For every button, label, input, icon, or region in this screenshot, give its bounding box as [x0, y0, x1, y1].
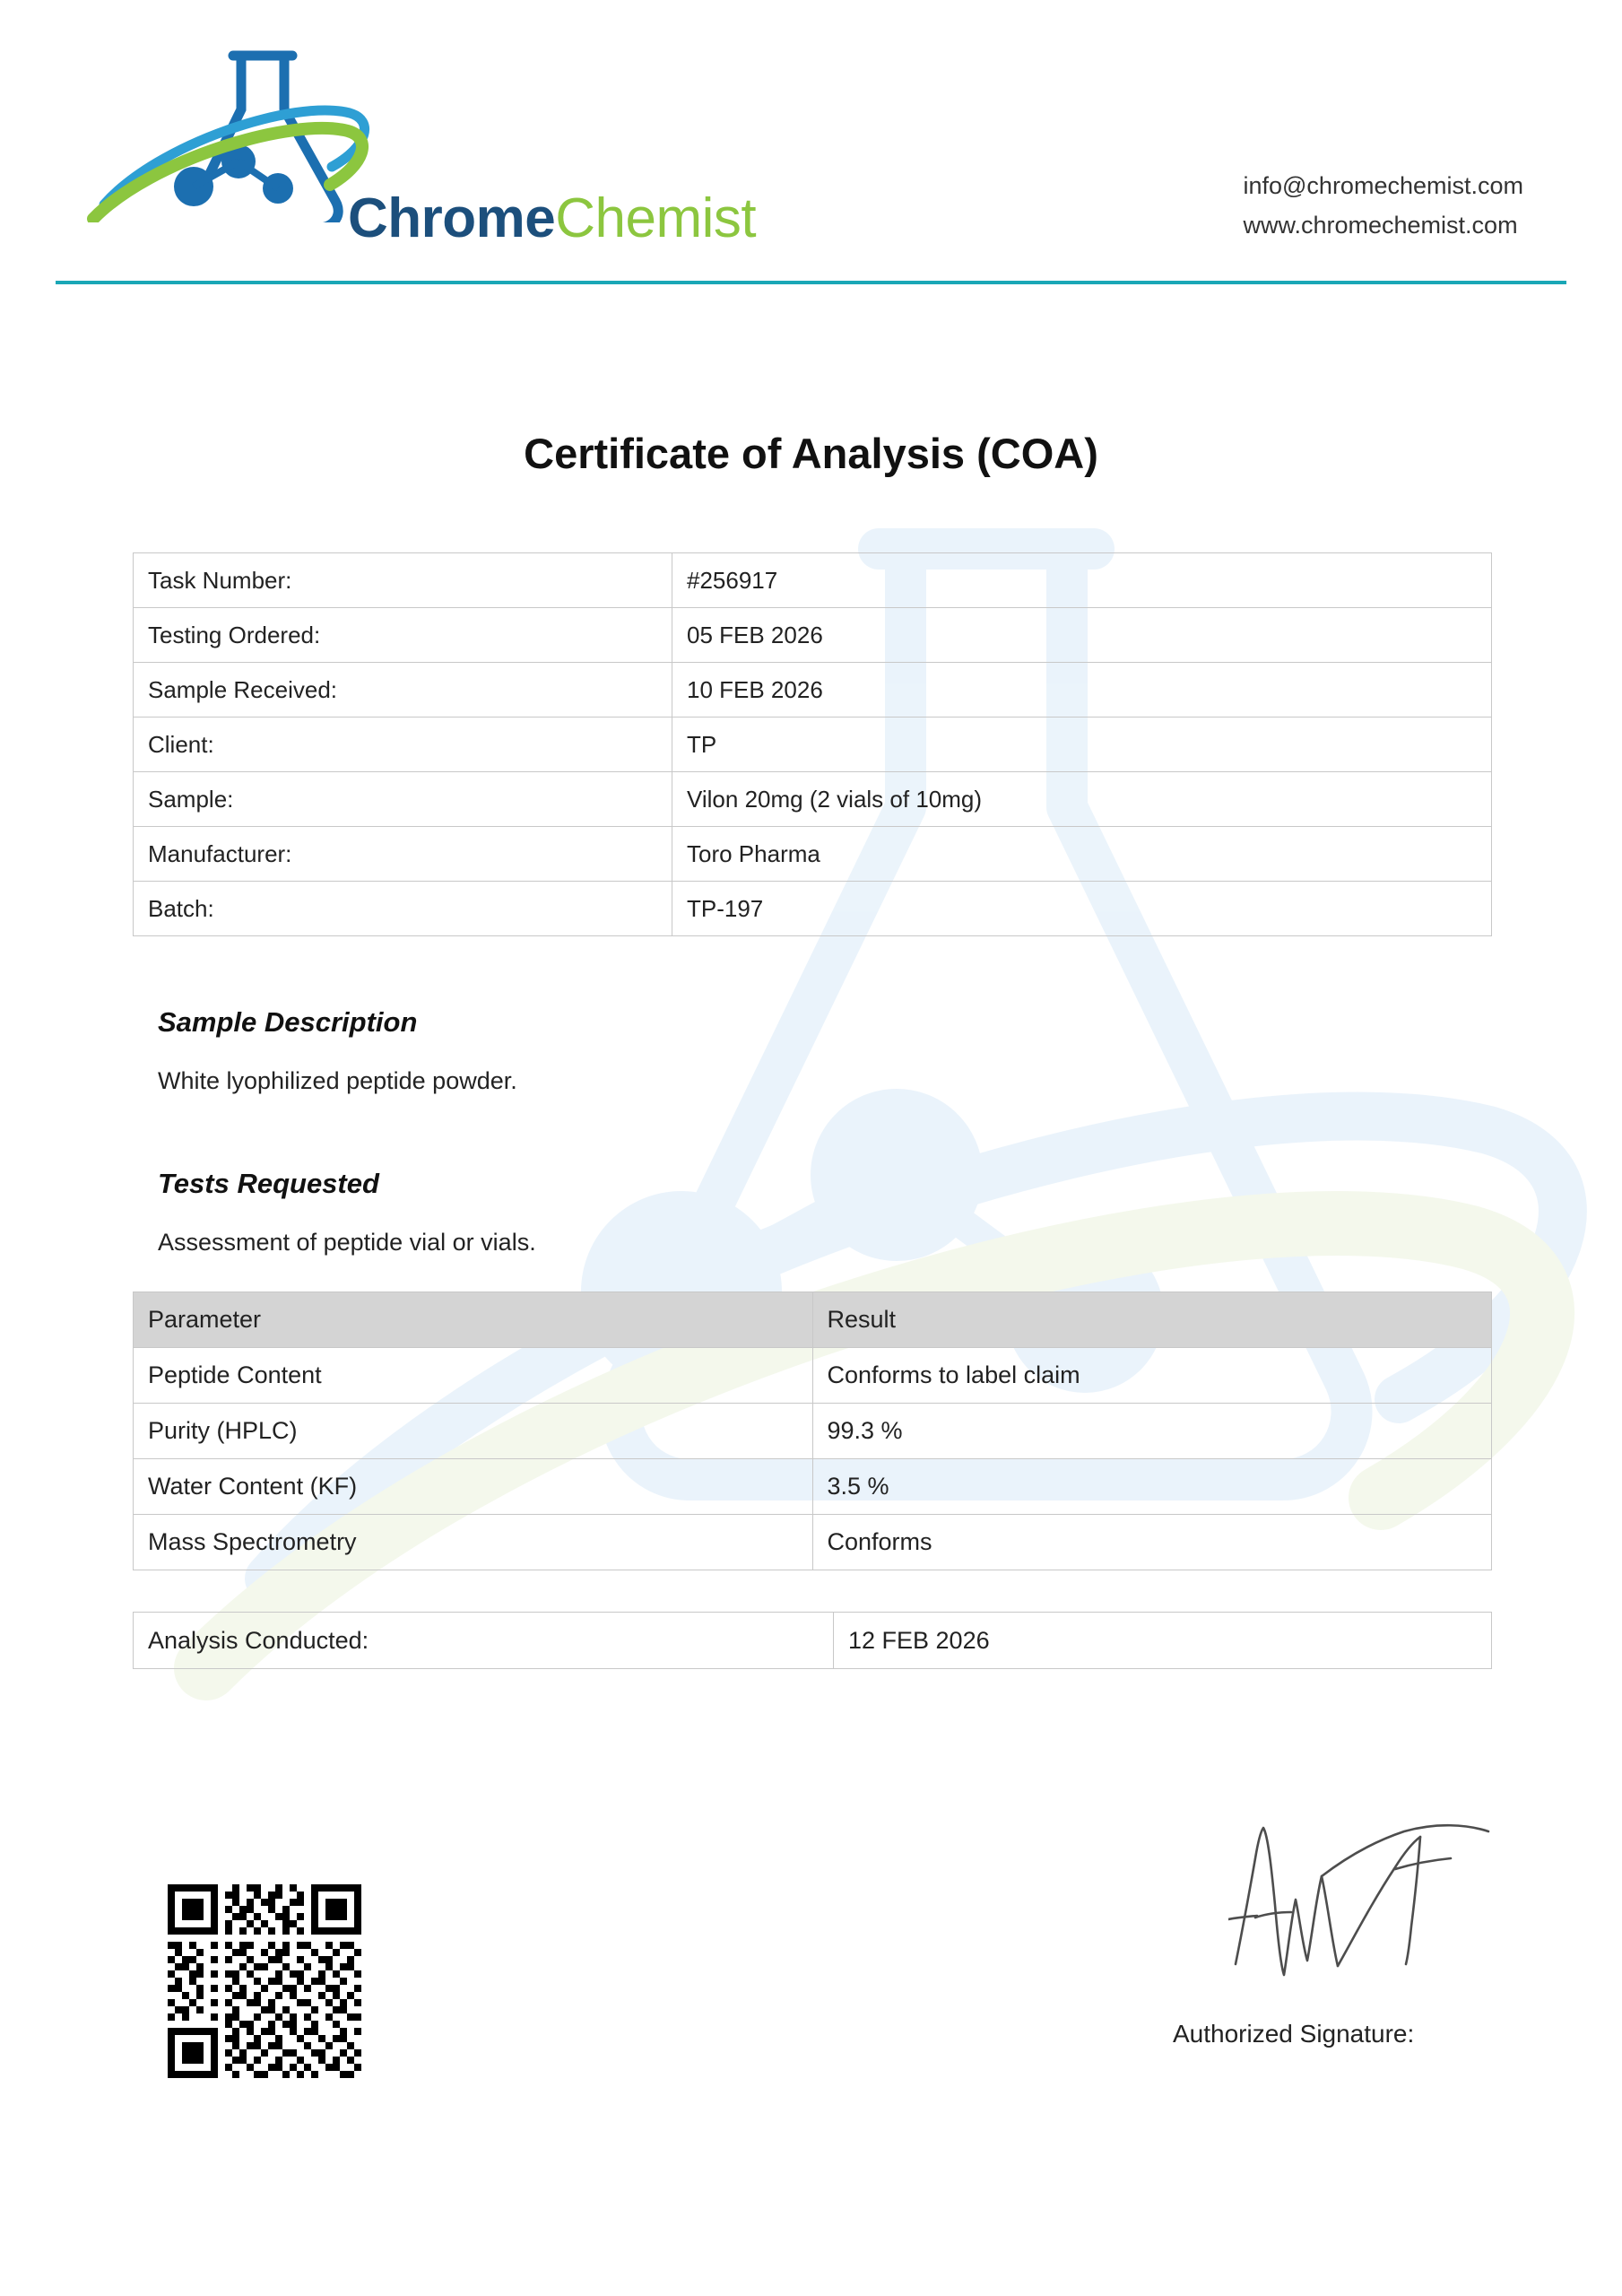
tests-requested-text: Assessment of peptide vial or vials. — [158, 1229, 536, 1256]
table-header-row — [134, 1292, 1492, 1348]
result-value: Conforms to label claim — [812, 1348, 1492, 1404]
result-parameter: Mass Spectrometry — [134, 1515, 813, 1570]
result-value: Conforms — [812, 1515, 1492, 1570]
page-header — [0, 0, 1622, 296]
table-row — [134, 882, 1492, 936]
brand-name-part1: Chrome — [348, 187, 556, 249]
contact-email: info@chromechemist.com — [1243, 172, 1523, 199]
contact-block — [1243, 166, 1523, 245]
info-value: TP-197 — [672, 882, 1492, 936]
table-row — [134, 1348, 1492, 1404]
results-header-result: Result — [812, 1292, 1492, 1348]
info-label: Task Number: — [134, 553, 672, 608]
info-value: #256917 — [672, 553, 1492, 608]
brand-name-part2: Chemist — [555, 187, 757, 249]
signature-label: Authorized Signature: — [1173, 2020, 1415, 2048]
sample-info-table — [133, 552, 1492, 936]
table-row — [134, 718, 1492, 772]
table-row — [134, 608, 1492, 663]
result-parameter: Purity (HPLC) — [134, 1404, 813, 1459]
table-row — [134, 1515, 1492, 1570]
info-label: Manufacturer: — [134, 827, 672, 882]
table-row — [134, 1404, 1492, 1459]
brand-wordmark — [348, 187, 756, 250]
info-label: Testing Ordered: — [134, 608, 672, 663]
handwritten-signature-icon — [1228, 1812, 1497, 1991]
header-divider — [56, 281, 1566, 284]
result-parameter: Water Content (KF) — [134, 1459, 813, 1515]
info-value: Vilon 20mg (2 vials of 10mg) — [672, 772, 1492, 827]
tests-requested-heading: Tests Requested — [158, 1168, 379, 1199]
info-label: Sample: — [134, 772, 672, 827]
table-row — [134, 772, 1492, 827]
table-row — [134, 1613, 1492, 1669]
info-value: TP — [672, 718, 1492, 772]
table-row — [134, 827, 1492, 882]
info-value: Toro Pharma — [672, 827, 1492, 882]
info-label: Sample Received: — [134, 663, 672, 718]
table-row — [134, 663, 1492, 718]
info-label: Client: — [134, 718, 672, 772]
results-table — [133, 1292, 1492, 1570]
table-row — [134, 553, 1492, 608]
contact-website: www.chromechemist.com — [1243, 212, 1518, 239]
result-value: 99.3 % — [812, 1404, 1492, 1459]
qr-code[interactable] — [158, 1874, 377, 2093]
analysis-label: Analysis Conducted: — [134, 1613, 834, 1669]
result-value: 3.5 % — [812, 1459, 1492, 1515]
info-value: 05 FEB 2026 — [672, 608, 1492, 663]
brand-logo — [79, 43, 805, 249]
analysis-conducted-table — [133, 1612, 1492, 1669]
info-value: 10 FEB 2026 — [672, 663, 1492, 718]
sample-description-heading: Sample Description — [158, 1006, 418, 1038]
result-parameter: Peptide Content — [134, 1348, 813, 1404]
qr-code-icon — [160, 1877, 369, 2085]
sample-description-text: White lyophilized peptide powder. — [158, 1067, 517, 1094]
info-label: Batch: — [134, 882, 672, 936]
table-row — [134, 1459, 1492, 1515]
analysis-value: 12 FEB 2026 — [834, 1613, 1492, 1669]
results-header-parameter: Parameter — [134, 1292, 813, 1348]
page-title: Certificate of Analysis (COA) — [524, 430, 1098, 477]
